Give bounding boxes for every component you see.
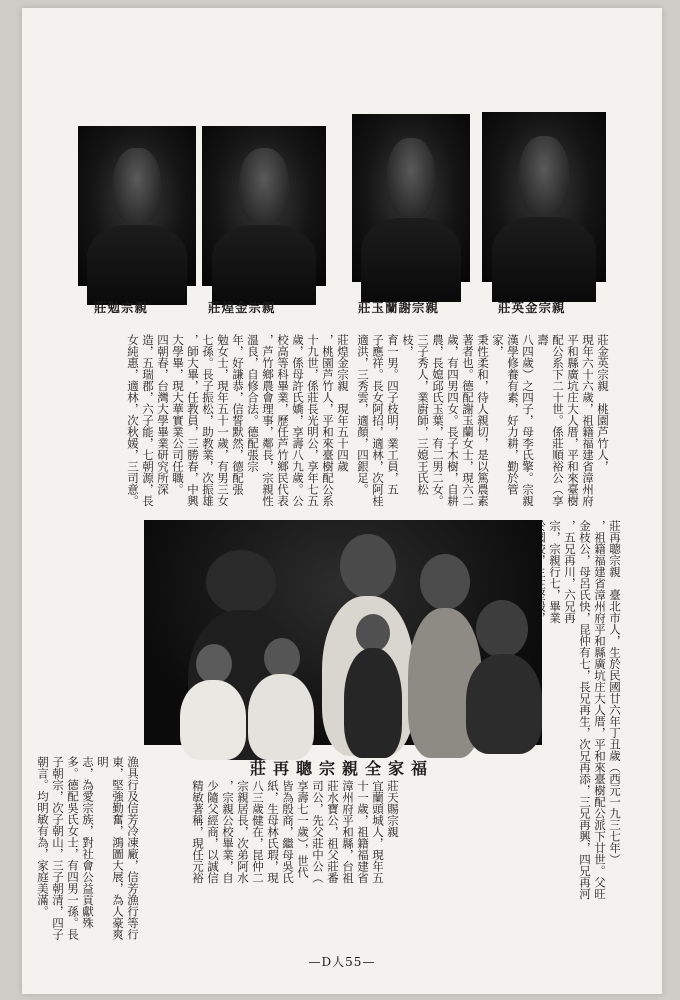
text-column: 紙，生母林氏瑕，現: [266, 780, 280, 884]
text-column: 勉女士，現年五十一歲，有男三女: [216, 334, 230, 507]
portrait-caption: 莊煌金宗親: [208, 300, 276, 315]
text-column: 宜蘭頭城人，現年五: [371, 780, 385, 884]
family-photo-caption: 莊再聰宗親全家福: [249, 759, 434, 778]
text-column: 秉性柔和，待人親切，是以篤農素: [476, 334, 490, 507]
text-column: 子朝宗，次子朝山，三子朝清，四子朝言。均明敏有為，家庭美滿。: [36, 756, 65, 940]
text-column: 宗，宗親行七，畢業: [548, 520, 562, 624]
text-column: 歲，有四男四女。長子木樹，自耕: [446, 334, 460, 507]
text-column: ，桃園芦竹人，平和來臺樹配公系: [321, 334, 335, 507]
text-column: 莊煌金宗親 現年五十四歲: [336, 334, 350, 472]
family-photo: [144, 520, 542, 745]
text-column: 大學畢，現大華實業公司任職。: [171, 334, 185, 495]
text-column: 莊金英宗親 桃園芦竹人，: [596, 334, 610, 472]
text-column: 女純惠，適林，次秋媛，三司意。: [126, 334, 140, 507]
text-column: 漢學修養有素，好力耕，勤於管家，: [491, 334, 520, 495]
text-column: 溫良，自修合法。德配張宗: [246, 334, 260, 472]
text-column: 漳州府平和縣，台祖: [341, 780, 355, 884]
text-column: 少隨父經商，以誠信: [206, 780, 220, 884]
article-huang-jin: [78, 334, 350, 512]
text-column: 子應祥。長女阿招，適林，次阿桂: [371, 334, 385, 507]
text-column: 莊天賜宗親: [386, 780, 400, 838]
text-column: 漁具行及信芳冷凍廠，信芳漁行等行東，堅強勤奮，鴻圖大展，為人豪爽明: [96, 756, 140, 940]
text-column: 莊水寶公，祖父莊番: [326, 780, 340, 884]
text-column: 育一男。四子枝明，業工員，五: [386, 334, 400, 495]
text-column: ，祖籍福建省漳州府平和縣廣坑庄大人厝，平和來臺樹配公派下廿世。父旺: [593, 520, 607, 900]
text-column: 八四歲）之四子，母李氏擎。宗親: [521, 334, 535, 507]
text-column: 歲，係母許氏嬌，享壽八九歲。公: [291, 334, 305, 507]
text-column: 造，五瑞郡，六子能，七朝源，長: [141, 334, 155, 507]
text-column: 金枝公，母呂氏快，昆仲有七，長兄再生，次兄再添，三兄再興，四兄再河: [578, 520, 592, 900]
text-column: ，芦竹鄉農會理事，鄰長，宗親性: [261, 334, 275, 507]
text-column: 三子秀人，業廚師，三媳王氏松枝，: [401, 334, 430, 495]
page-number: —D人55—: [308, 955, 376, 969]
text-column: 配公系下二十世。係莊順裕公（享壽: [536, 334, 565, 507]
article-tianci: [152, 780, 400, 952]
text-column: 校高等科畢業，歷任芦竹鄉民代表: [276, 334, 290, 507]
text-column: 適洪，三秀雲，適顏，四銀足。: [356, 334, 370, 495]
article-tianci-continued: [36, 756, 140, 946]
text-column: 志，為愛宗族，對社會公益貢獻殊多。德配吳氏女士，有四男一孫。長: [66, 756, 95, 940]
text-column: 農，長媳邱氏玉葉，有二男二女。: [431, 334, 445, 507]
text-column: 宗親居長，次弟阿水: [236, 780, 250, 884]
text-column: 享壽七一歲），世代: [296, 780, 310, 878]
text-column: 七孫。長子振松，助教業，次振雄: [201, 334, 215, 507]
text-column: 皆為殷商，繼母吳氏: [281, 780, 295, 884]
text-column: 十一歲，祖籍福建省: [356, 780, 370, 884]
text-column: 司公，先父莊中公（: [311, 780, 325, 884]
portrait-photo: [482, 112, 606, 282]
portrait-photo: [78, 126, 196, 286]
text-column: ，師大畢，任教員，三勝春，中興: [186, 334, 200, 507]
text-column: 著者也。德配謝玉蘭女士，現六二: [461, 334, 475, 507]
text-column: 平和縣廣坑庄大人厝，平和來臺樹: [566, 334, 580, 507]
text-column: 精敏著稱，現任元裕: [191, 780, 205, 884]
text-column: ，五兄再川，六兄再: [563, 520, 577, 624]
article-ying-jin: [356, 334, 610, 512]
text-column: 莊再聰宗親 臺北市人，生於民國廿六年丁丑歲（西元一九三七年）: [608, 520, 622, 865]
portrait-caption: 莊英金宗親: [498, 300, 566, 315]
portrait-photo: [352, 114, 470, 282]
text-column: 十九世，係莊長光明公，享年七五: [306, 334, 320, 507]
portrait-caption: 莊勉宗親: [94, 300, 149, 315]
portrait-photo: [202, 126, 326, 286]
text-column: 四朝春，台灣大學畢業研究所深: [156, 334, 170, 495]
text-column: ，宗親公校畢業，自: [221, 780, 235, 884]
text-column: 年，好謙恭，信誓默然，德配張: [231, 334, 245, 495]
document-page: [22, 8, 662, 994]
text-column: 現年六十六歲，祖籍福建省漳州府: [581, 334, 595, 507]
portrait-caption: 莊玉蘭謝宗親: [358, 300, 440, 315]
text-column: 八三歲健在，昆仲二: [251, 780, 265, 884]
